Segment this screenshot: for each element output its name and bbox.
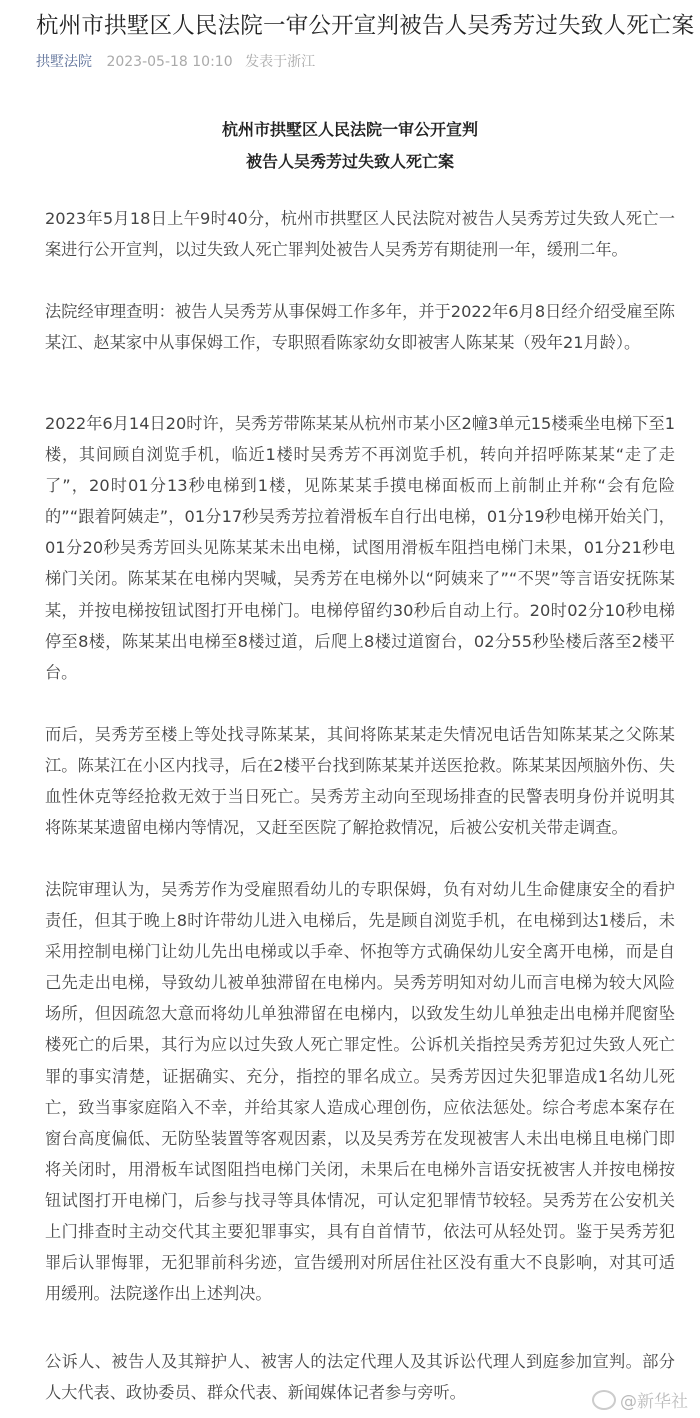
watermark-text: @新华社 <box>620 1392 688 1412</box>
subtitle-line-2: 被告人吴秀芳过失致人死亡案 <box>245 152 454 171</box>
paragraph-aftermath: 而后，吴秀芳至楼上等处找寻陈某某，其间将陈某某走失情况电话告知陈某某之父陈某江。陈某江在小区内找寻，后在2楼平台找到陈某某并送医抢救。陈某某因颅脑外伤、失血性休克等经抢救无效于当日死亡。吴秀芳主动向至现场排查的民警表明身份并说明其将陈某某遗留电梯内等情况，又赶至医院了解抢救情况，后被公安机关带走调查。 <box>45 725 675 838</box>
watermark <box>592 1387 688 1412</box>
article-meta <box>36 51 323 71</box>
publish-time: 2023-05-18 10:10 <box>106 54 233 70</box>
paragraph-incident: 2022年6月14日20时许，吴秀芳带陈某某从杭州市某小区2幢3单元15楼乘坐电梯下至1楼，其间顾自浏览手机，临近1楼时吴秀芳不再浏览手机，转向并招呼陈某某“走了走了”，20时01分13秒电梯到1楼，见陈某某手摸电梯面板而上前制止并称“会有危险的”“跟着阿姨走”，01分17秒吴秀芳拉着滑板车自行出电梯，01分19秒电梯开始关门，01分20秒吴秀芳回头见陈某某未出电梯，试图用滑板车阻挡电梯门未果，01分21秒电梯门关闭。陈某某在电梯内哭喊，吴秀芳在电梯外以“阿姨来了”“不哭”等言语安抚陈某某，并按电梯按钮试图打开电梯门。电梯停留约30秒后自动上行。20时02分10秒电梯停至8楼，陈某某出电梯至8楼过道，后爬上8楼过道窗台，02分55秒坠楼后落至2楼平台。 <box>45 414 675 682</box>
subtitle-line-1: 杭州市拱墅区人民法院一审公开宣判 <box>221 120 478 139</box>
publish-location: 发表于浙江 <box>245 54 316 70</box>
article-title: 杭州市拱墅区人民法院一审公开宣判被告人吴秀芳过失致人死亡案 <box>36 13 695 39</box>
paragraph-facts-intro: 法院经审理查明：被告人吴秀芳从事保姆工作多年，并于2022年6月8日经介绍受雇至陈某江、赵某家中从事保姆工作，专职照看陈家幼女即被害人陈某某（殁年21月龄）。 <box>45 302 675 353</box>
author-link[interactable]: 拱墅法院 <box>36 54 92 70</box>
paragraph-verdict: 2023年5月18日上午9时40分，杭州市拱墅区人民法院对被告人吴秀芳过失致人死亡一案进行公开宣判，以过失致人死亡罪判处被告人吴秀芳有期徒刑一年，缓刑二年。 <box>45 209 675 260</box>
paragraph-reasoning: 法院审理认为，吴秀芳作为受雇照看幼儿的专职保姆，负有对幼儿生命健康安全的看护责任，但其于晚上8时许带幼儿进入电梯后，先是顾自浏览手机，在电梯到达1楼后，未采用控制电梯门让幼儿先出电梯或以手牵、怀抱等方式确保幼儿安全离开电梯，而是自己先走出电梯，导致幼儿被单独滞留在电梯内。吴秀芳明知对幼儿而言电梯为较大风险场所，但因疏忽大意而将幼儿单独滞留在电梯内，以致发生幼儿单独走出电梯并爬窗坠楼死亡的后果，其行为应以过失致人死亡罪定性。公诉机关指控吴秀芳犯过失致人死亡罪的事实清楚，证据确实、充分，指控的罪名成立。吴秀芳因过失犯罪造成1名幼儿死亡，致当事家庭陷入不幸，并给其家人造成心理创伤，应依法惩处。综合考虑本案存在窗台高度偏低、无防坠装置等客观因素，以及吴秀芳在发现被害人未出电梯且电梯门即将关闭时，用滑板车试图阻挡电梯门关闭，未果后在电梯外言语安抚被害人并按电梯按钮试图打开电梯门，后参与找寻等具体情况，可认定犯罪情节较轻。吴秀芳在公安机关上门排查时主动交代其主要犯罪事实，具有自首情节，依法可从轻处罚。鉴于吴秀芳犯罪后认罪悔罪，无犯罪前科劣迹，宣告缓刑对所居住社区没有重大不良影响，对其可适用缓刑。法院遂作出上述判决。 <box>45 880 675 1304</box>
paragraph-attendance: 公诉人、被告人及其辩护人、被害人的法定代理人及其诉讼代理人到庭参加宣判。部分人大代表、政协委员、群众代表、新闻媒体记者参与旁听。 <box>45 1352 675 1403</box>
weibo-icon <box>592 1390 616 1410</box>
